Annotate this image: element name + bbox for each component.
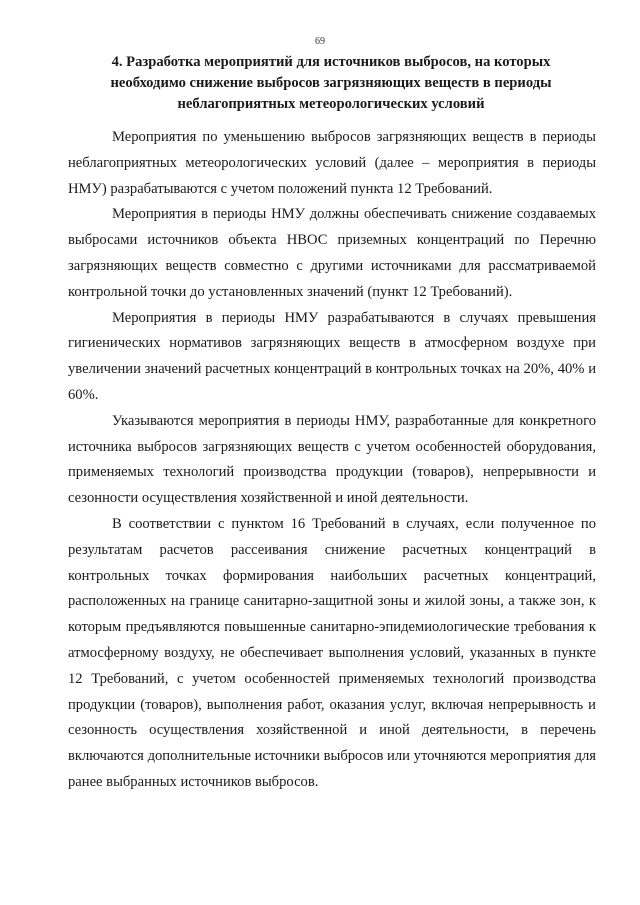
page-number: 69: [315, 36, 325, 47]
paragraph: Мероприятия по уменьшению выбросов загрязняющих веществ в периоды неблагоприятных метеорологических условий (далее – мероприятия в периоды НМУ) разрабатываются с учетом положений пункта 12 Требований.: [68, 129, 596, 197]
paragraph: Указываются мероприятия в периоды НМУ, разработанные для конкретного источника выбросов загрязняющих веществ с учетом особенностей оборудования, применяемых технологий производства продукции (товаров), непрерывности и сезонности осуществления хозяйственной и иной деятельности.: [68, 412, 596, 507]
paragraph: В соответствии с пунктом 16 Требований в случаях, если полученное по результатам расчетов рассеивания снижение расчетных концентраций в контрольных точках формирования наибольших расчетных концентраций, расположенных на границе санитарно-защитной зоны и жилой зоны, а также зон, к которым предъявляются повышенные санитарно-эпидемиологические требования к атмосферному воздуху, не обеспечивает выполнения условий, указанных в пункте 12 Требований, с учетом особенностей применяемых технологий производства продукции (товаров), выполнения работ, оказания услуг, включая непрерывность и сезонность осуществления хозяйственной и иной деятельности, в перечень включаются дополнительные источники выбросов или уточняются мероприятия для ранее выбранных источников выбросов.: [68, 515, 596, 790]
section-heading: 4. Разработка мероприятий для источников выбросов, на которых необходимо снижение выбросов загрязняющих веществ в периоды неблагоприятных метеорологических условий: [110, 54, 552, 112]
paragraph: Мероприятия в периоды НМУ разрабатываются в случаях превышения гигиенических нормативов загрязняющих веществ в атмосферном воздухе при увеличении значений расчетных концентраций в контрольных точках на 20%, 40% и 60%.: [68, 309, 596, 403]
paragraph: Мероприятия в периоды НМУ должны обеспечивать снижение создаваемых выбросами источников объекта НВОС приземных концентраций по Перечню загрязняющих веществ совместно с другими источниками для рассматриваемой контрольной точки до установленных значений (пункт 12 Требований).: [68, 206, 596, 300]
body-text: [68, 125, 596, 796]
